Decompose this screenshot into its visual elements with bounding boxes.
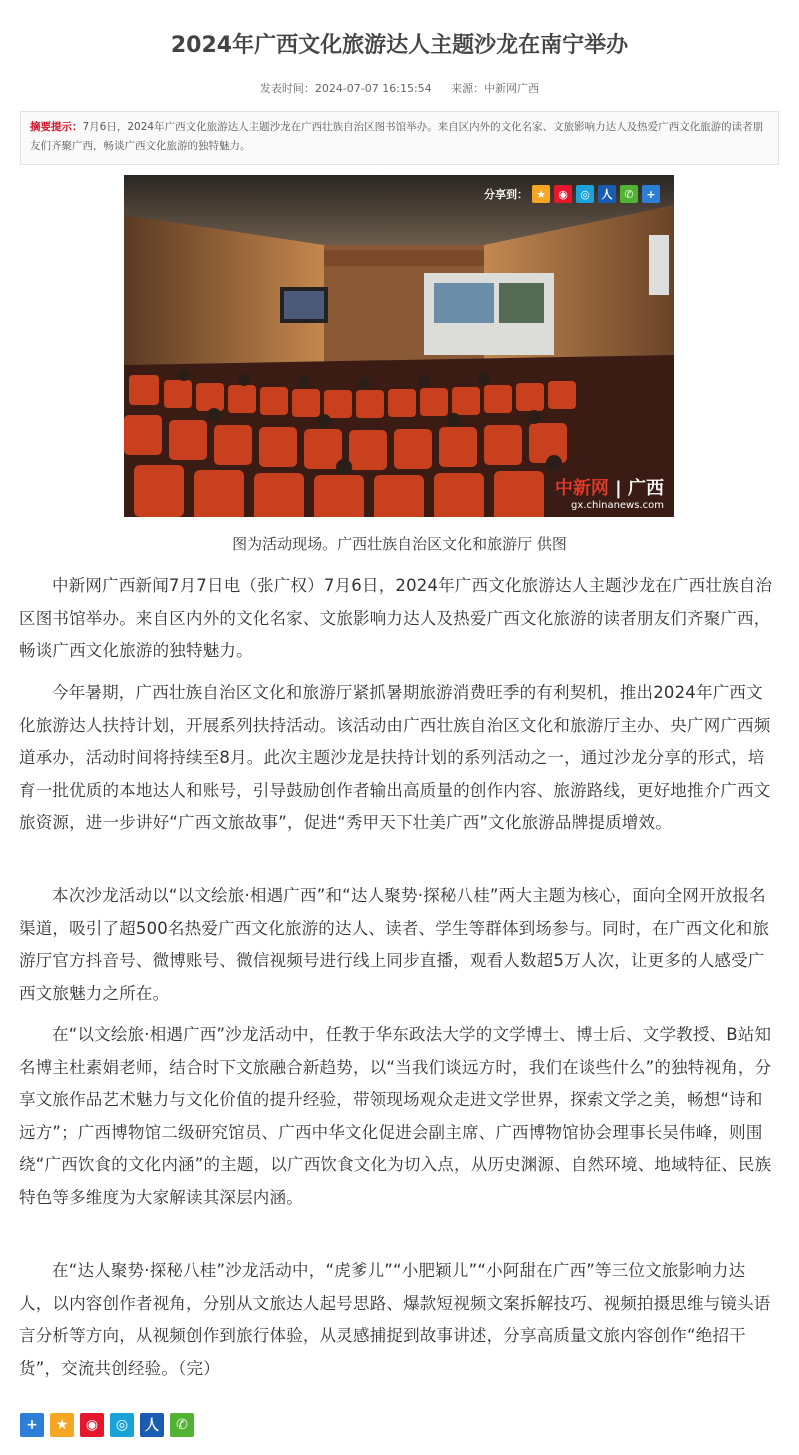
renren-icon[interactable]: 人 [598,185,616,203]
paragraph: 中新网广西新闻7月7日电（张广权）7月6日，2024年广西文化旅游达人主题沙龙在广西壮族自治区图书馆举办。来自区内外的文化名家、文旅影响力达人及热爱广西文化旅游的读者朋友们齐聚广西，畅谈广西文化旅游的独特魅力。 [19,576,773,660]
tencent-weibo-icon[interactable]: ◎ [110,1413,134,1437]
article-title: 2024年广西文化旅游达人主题沙龙在南宁举办 [170,33,629,58]
bottom-share-bar [20,1413,194,1437]
share-label: 分享到： [484,188,528,201]
summary-box [20,111,779,165]
watermark-logo: 广西 [628,478,664,499]
renren-icon[interactable]: 人 [140,1413,164,1437]
weibo-icon[interactable]: ◉ [80,1413,104,1437]
paragraph: 在“以文绘旅·相遇广西”沙龙活动中，任教于华东政法大学的文学博士、博士后、文学教授、B站知名博主杜素娟老师，结合时下文旅融合新趋势，以“当我们谈远方时，我们在谈些什么”的独特视角，分享文旅作品艺术魅力与文化价值的提升经验，带领现场观众走进文学世界，探索文学之美，畅想“诗和远方”；广西博物馆二级研究馆员、广西中华文化促进会副主席、广西博物馆协会理事长吴伟峰，则围绕“广西饮食的文化内涵”的主题，以广西饮食文化为切入点，从历史渊源、自然环境、地域特征、民族特色等多维度为大家解读其深层内涵。 [19,1025,772,1207]
wechat-icon[interactable]: ✆ [620,185,638,203]
tencent-weibo-icon[interactable]: ◎ [576,185,594,203]
photo-share-bar [484,185,660,203]
qzone-icon[interactable]: ★ [532,185,550,203]
event-photo-image [124,175,674,517]
more-share-icon[interactable]: + [642,185,660,203]
paragraph: 今年暑期，广西壮族自治区文化和旅游厅紧抓暑期旅游消费旺季的有利契机，推出2024年广西文化旅游达人扶持计划，开展系列扶持活动。该活动由广西壮族自治区文化和旅游厅主办、央广网广西频道承办，活动时间将持续至8月。此次主题沙龙是扶持计划的系列活动之一，通过沙龙分享的形式，培育一批优质的本地达人和账号，引导鼓励创作者输出高质量的创作内容、旅游路线，更好地推介广西文旅资源，进一步讲好“广西文旅故事”，促进“秀甲天下壮美广西”文化旅游品牌提质增效。 [19,683,771,832]
article-source: 来源：中新网广西 [451,82,540,95]
photo-watermark: 中新网 | 广西 gx.chinanews.com [554,478,664,511]
weibo-icon[interactable]: ◉ [554,185,572,203]
wechat-icon[interactable]: ✆ [170,1413,194,1437]
paragraph: 本次沙龙活动以“以文绘旅·相遇广西”和“达人聚势·探秘八桂”两大主题为核心，面向全网开放报名渠道，吸引了超500名热爱广西文化旅游的达人、读者、学生等群体到场参与。同时，在广西文化和旅游厅官方抖音号、微博账号、微信视频号进行线上同步直播，观看人数超5万人次，让更多的人感受广西文旅魅力之所在。 [19,886,770,1003]
summary-text: 7月6日，2024年广西文化旅游达人主题沙龙在广西壮族自治区图书馆举办。来自区内外的文化名家、文旅影响力达人及热爱广西文化旅游的读者朋友们齐聚广西，畅谈广西文化旅游的独特魅力。 [30,121,764,152]
photo-caption: 图为活动现场。广西壮族自治区文化和旅游厅 供图 [232,535,567,553]
article-meta [0,80,799,96]
summary-label: 摘要提示： [30,121,83,133]
more-share-icon[interactable]: + [20,1413,44,1437]
paragraph: 在“达人聚势·探秘八桂”沙龙活动中，“虎爹儿”“小肥颖儿”“小阿甜在广西”等三位文旅影响力达人，以内容创作者视角，分别从文旅达人起号思路、爆款短视频文案拆解技巧、视频拍摄思维与镜头语言分析等方向，从视频创作到旅行体验，从灵感捕捉到故事讲述，分享高质量文旅内容创作“绝招干货”，交流共创经验。（完） [19,1261,771,1378]
article-photo [124,175,674,517]
watermark-logo-red: 中新网 [554,478,609,499]
publish-time: 发表时间：2024-07-07 16:15:54 [259,82,432,95]
qzone-icon[interactable]: ★ [50,1413,74,1437]
watermark-url: gx.chinanews.com [571,500,664,511]
